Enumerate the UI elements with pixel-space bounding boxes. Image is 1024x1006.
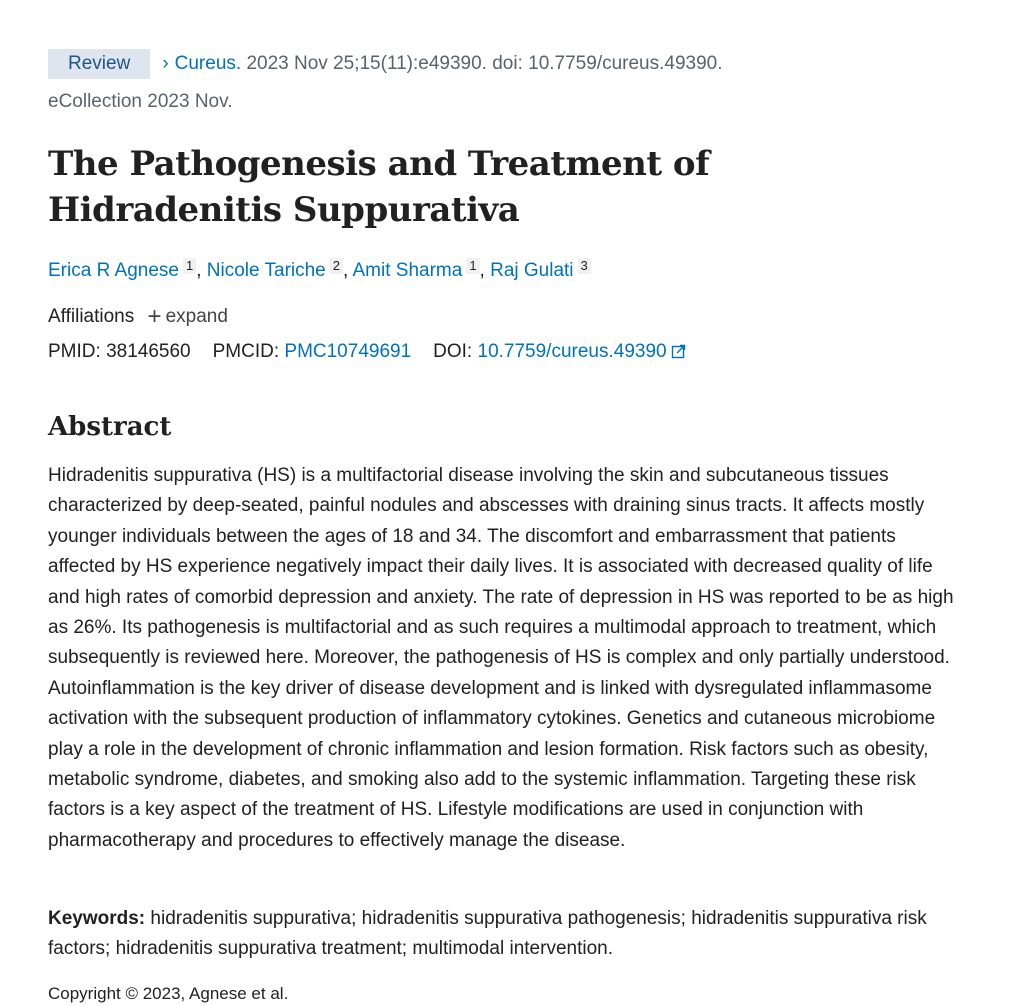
- pmid-value: 38146560: [106, 341, 191, 362]
- expand-affiliations-button[interactable]: [147, 303, 228, 330]
- article-title: The Pathogenesis and Treatment of Hidradenitis Suppurativa: [48, 144, 710, 230]
- chevron-right-icon: ›: [162, 53, 169, 74]
- affiliations-row: [48, 303, 228, 331]
- abstract-heading: Abstract: [48, 412, 172, 442]
- external-link-icon[interactable]: [671, 340, 686, 368]
- identifiers-row: [48, 338, 686, 368]
- publication-type-badge: Review: [48, 49, 150, 79]
- copyright-notice: Copyright © 2023, Agnese et al.: [48, 984, 289, 1003]
- separator: ,: [479, 260, 491, 281]
- author-list: [48, 256, 591, 286]
- keywords: [48, 904, 968, 965]
- citation-line: [48, 49, 723, 79]
- pmcid-link[interactable]: PMC10749691: [284, 341, 412, 362]
- ecollection-date: eCollection 2023 Nov.: [48, 91, 233, 112]
- separator: ,: [196, 260, 207, 281]
- citation-details: 2023 Nov 25;15(11):e49390. doi: 10.7759/cureus.49390.: [241, 53, 723, 74]
- author-link[interactable]: Amit Sharma: [352, 260, 463, 281]
- affiliations-label: Affiliations: [48, 306, 135, 327]
- abstract-text: Hidradenitis suppurativa (HS) is a multifactorial disease involving the skin and subcutaneous tissues characterized by deep-seated, painful nodules and abscesses with draining sinus tracts. It affects mostly younger individuals between the ages of 18 and 34. The discomfort and embarrassment that patients affected by HS experience negatively impact their daily lives. It is associated with decreased quality of life and high rates of comorbid depression and anxiety. The rate of depression in HS was reported to be as high as 26%. Its pathogenesis is multifactorial and as such requires a multimodal approach to treatment, which subsequently is reviewed here. Moreover, the pathogenesis of HS is complex and only partially understood. Autoinflammation is the key driver of disease development and is linked with dysregulated inflammasome activation with the subsequent production of inflammatory cytokines. Genetics and cutaneous microbiome play a role in the development of chronic inflammation and lesion formation. Risk factors such as obesity, metabolic syndrome, diabetes, and smoking also add to the systemic inflammation. Targeting these risk factors is a key aspect of the treatment of HS. Lifestyle modifications are used in conjunction with pharmacotherapy and procedures to effectively manage the disease.: [48, 465, 954, 851]
- affiliation-ref[interactable]: 2: [330, 258, 343, 274]
- doi-label: DOI:: [433, 341, 478, 362]
- affiliation-ref[interactable]: 1: [466, 258, 479, 274]
- separator: ,: [342, 260, 353, 281]
- keywords-label: Keywords:: [48, 908, 146, 929]
- doi-link[interactable]: 10.7759/cureus.49390: [477, 341, 667, 362]
- pmcid-label: PMCID:: [212, 341, 285, 362]
- journal-link[interactable]: Cureus.: [174, 53, 242, 74]
- plus-icon: +: [147, 303, 162, 330]
- author-link[interactable]: Raj Gulati: [490, 260, 574, 281]
- keywords-text: hidradenitis suppurativa; hidradenitis suppurativa pathogenesis; hidradenitis suppurativa risk factors; hidradenitis suppurativa treatment; multimodal intervention.: [48, 908, 927, 960]
- affiliation-ref[interactable]: 3: [578, 258, 591, 274]
- author-link[interactable]: Nicole Tariche: [206, 260, 326, 281]
- author-link[interactable]: Erica R Agnese: [48, 260, 179, 281]
- pmid-label: PMID:: [48, 341, 107, 362]
- expand-label: expand: [165, 306, 228, 327]
- affiliation-ref[interactable]: 1: [183, 258, 196, 274]
